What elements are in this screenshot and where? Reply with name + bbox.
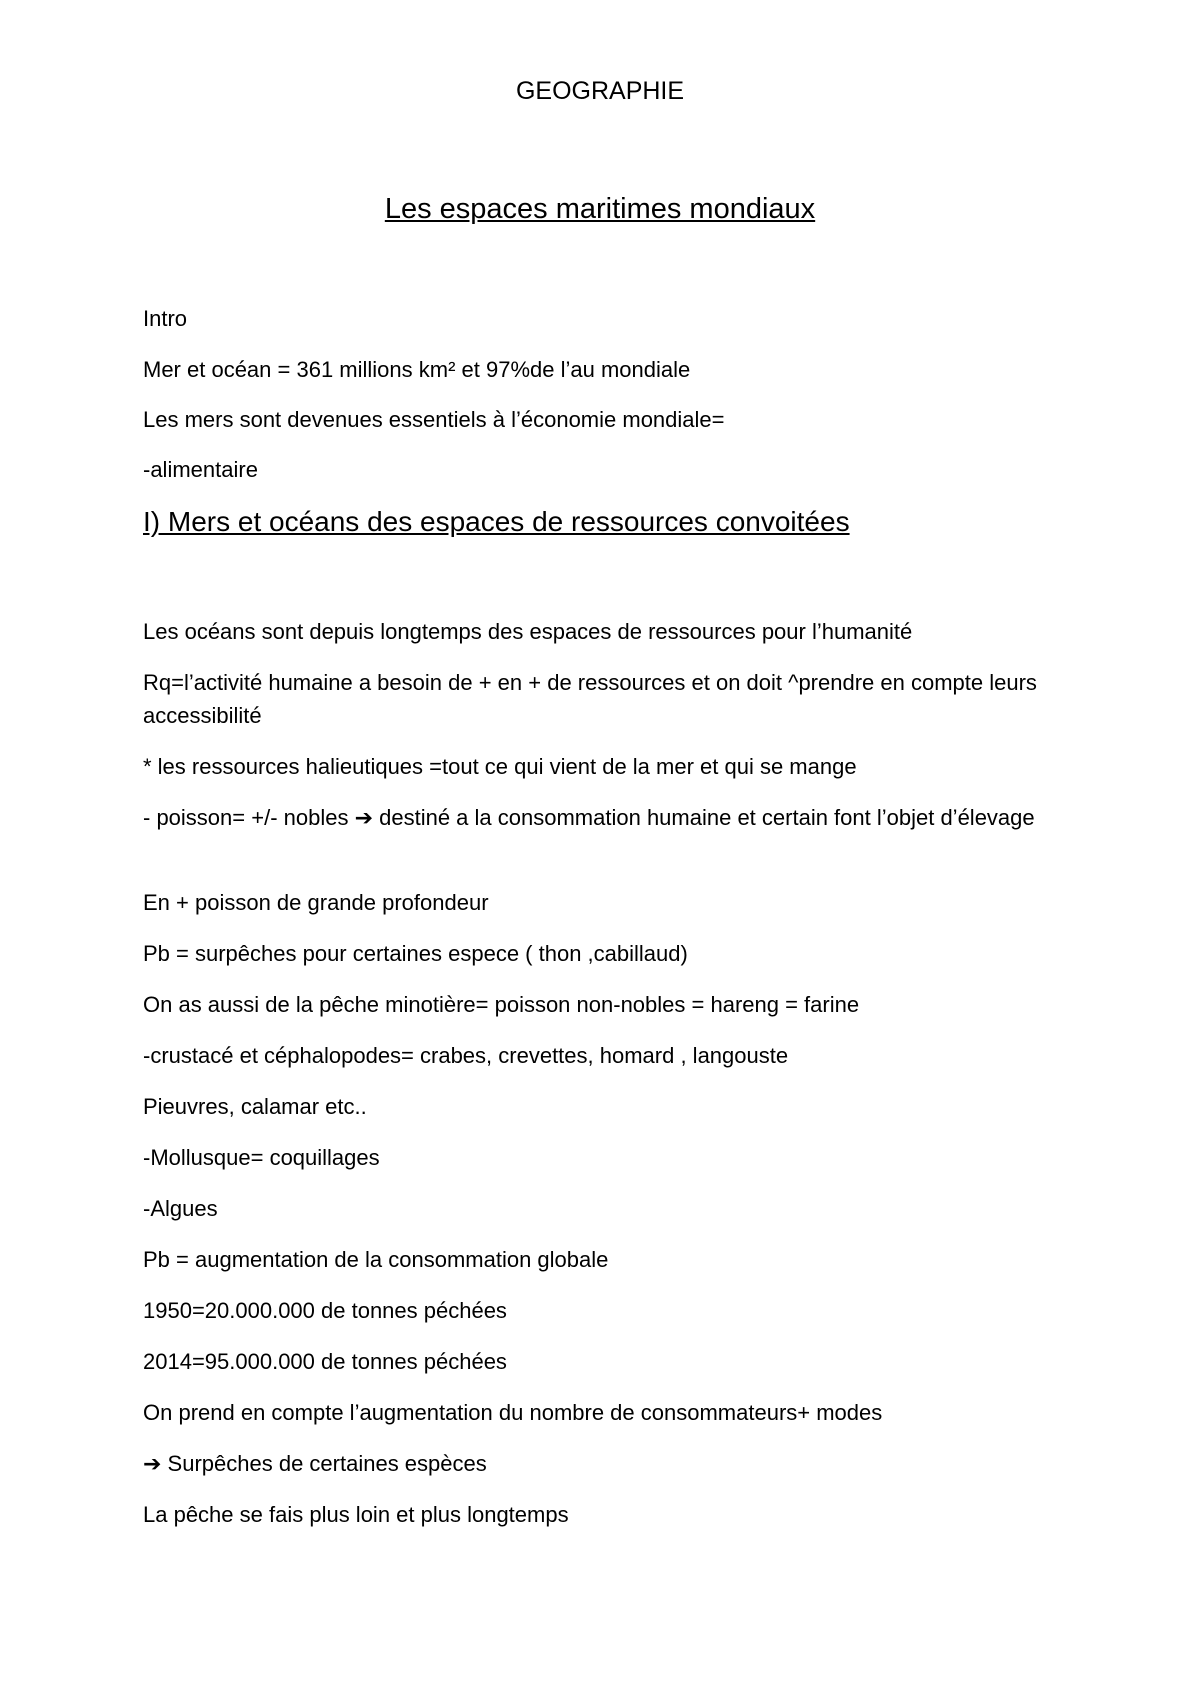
- paragraph: -Mollusque= coquillages: [143, 1145, 380, 1170]
- paragraph: [143, 801, 1083, 835]
- paragraph: En + poisson de grande profondeur: [143, 890, 489, 915]
- section-heading: I) Mers et océans des espaces de ressources convoitées: [143, 506, 850, 537]
- paragraph: La pêche se fais plus loin et plus longtemps: [143, 1502, 569, 1527]
- intro-heading: Intro: [143, 306, 188, 331]
- paragraph: On prend en compte l’augmentation du nombre de consommateurs+ modes: [143, 1400, 883, 1425]
- intro-line: -alimentaire: [143, 457, 258, 482]
- paragraph: -Algues: [143, 1196, 218, 1221]
- paragraph: Pb = surpêches pour certaines espece ( thon ,cabillaud): [143, 941, 688, 966]
- intro-line: Mer et océan = 361 millions km² et 97%de l’au mondiale: [143, 357, 691, 382]
- paragraph-text: Surpêches de certaines espèces: [161, 1451, 487, 1476]
- paragraph: * les ressources halieutiques =tout ce qui vient de la mer et qui se mange: [143, 754, 857, 779]
- arrow-right-icon: ➔: [354, 806, 374, 831]
- paragraph: Rq=l’activité humaine a besoin de + en + de ressources et on doit ^prendre en compte leurs accessibilité: [143, 670, 1037, 728]
- paragraph: On as aussi de la pêche minotière= poisson non-nobles = hareng = farine: [143, 992, 860, 1017]
- paragraph: 2014=95.000.000 de tonnes péchées: [143, 1349, 507, 1374]
- paragraph: [143, 1447, 1083, 1481]
- paragraph: -crustacé et céphalopodes= crabes, crevettes, homard , langouste: [143, 1043, 789, 1068]
- arrow-right-icon: ➔: [143, 1452, 162, 1477]
- paragraph: 1950=20.000.000 de tonnes péchées: [143, 1298, 507, 1323]
- paragraph: Les océans sont depuis longtemps des espaces de ressources pour l’humanité: [143, 619, 913, 644]
- paragraph-text: destiné a la consommation humaine et certain font l’objet d’élevage: [373, 805, 1035, 830]
- document-header: GEOGRAPHIE: [515, 77, 685, 105]
- paragraph: Pieuvres, calamar etc..: [143, 1094, 367, 1119]
- document-title: Les espaces maritimes mondiaux: [384, 193, 816, 225]
- paragraph: Pb = augmentation de la consommation globale: [143, 1247, 609, 1272]
- paragraph-text: - poisson= +/- nobles: [143, 805, 355, 830]
- intro-line: Les mers sont devenues essentiels à l’économie mondiale=: [143, 407, 725, 432]
